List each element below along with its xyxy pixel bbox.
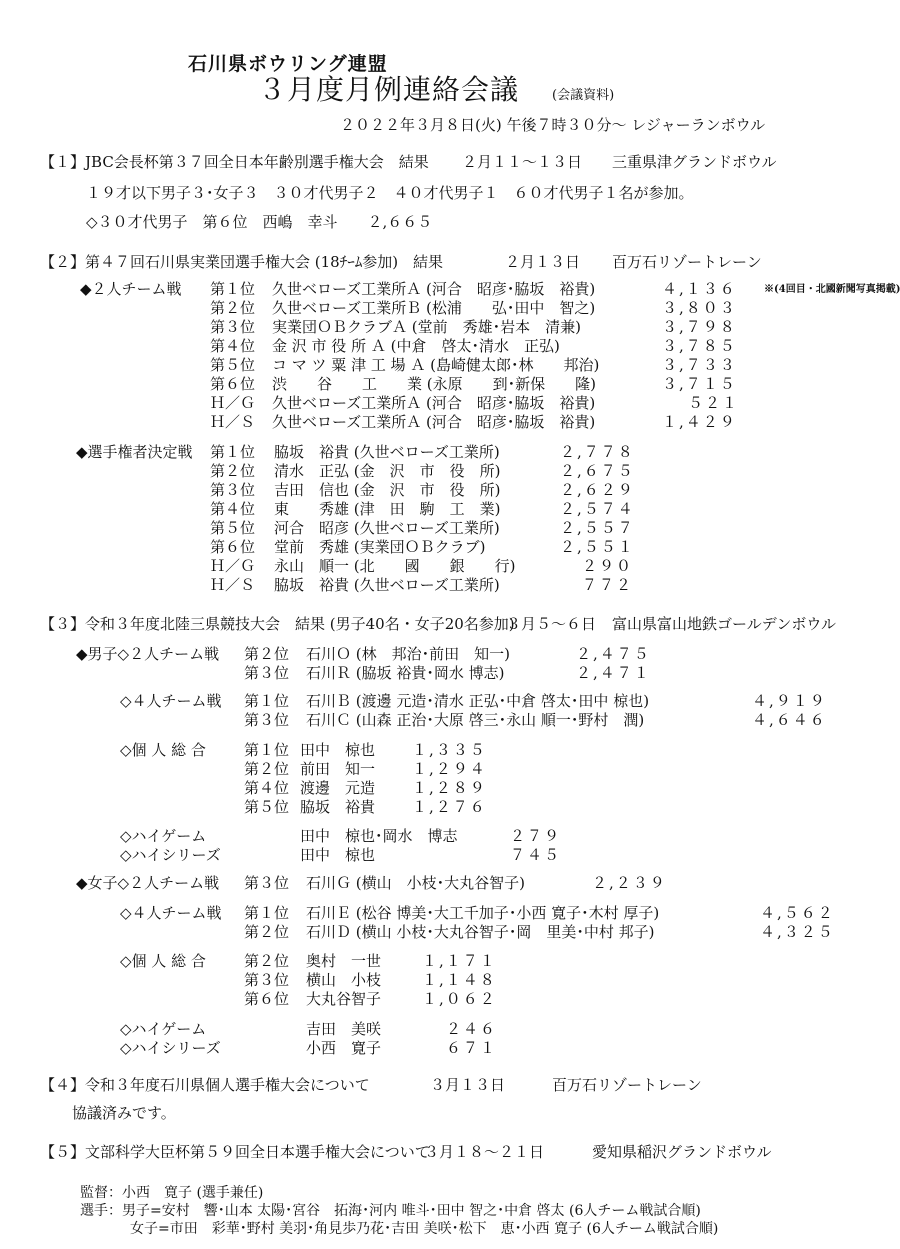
s3-women-ind-name: 大丸谷智子 bbox=[306, 990, 382, 1008]
section1-result: ◇３０才代男子 第６位 西嶋 幸斗 ２,６６５ bbox=[86, 213, 433, 231]
section2-venue: 百万石リゾートレーン bbox=[612, 253, 762, 271]
s2-team-rank: Ｈ／Ｓ bbox=[210, 413, 256, 431]
s2-final-score: ２,５７４ bbox=[560, 500, 635, 518]
s3-men-quad-name: 石川Ｃ (山森 正治･大原 啓三･永山 順一･野村 潤) bbox=[306, 711, 645, 729]
s3-men-quad-rank: 第１位 bbox=[244, 692, 290, 710]
s3-women-duo-rank: 第３位 bbox=[244, 874, 290, 892]
s2-team-name: 久世ベローズ工業所Ａ (河合 昭彦･脇坂 裕貴) bbox=[272, 394, 596, 412]
s2-team-note: ※(4回目・北國新聞写真掲載) bbox=[764, 284, 900, 295]
s2-team-score: ３,７９８ bbox=[662, 318, 737, 336]
s2-team-name: 久世ベローズ工業所Ｂ (松浦 弘･田中 智之) bbox=[272, 299, 596, 317]
s3-men-quad-name: 石川Ｂ (渡邊 元造･清水 正弘･中倉 啓太･田中 椋也) bbox=[306, 692, 650, 710]
s3-women-hg-score: ２４６ bbox=[446, 1020, 498, 1038]
s2-final-rank: 第１位 bbox=[210, 443, 256, 461]
meeting-info: ２０２２年３月８日(火) 午後７時３０分〜 レジャーランボウル bbox=[340, 116, 766, 134]
s3-men-quad-rank: 第３位 bbox=[244, 711, 290, 729]
s3-men-hg-label: ◇ハイゲーム bbox=[120, 827, 207, 845]
s3-women-ind-rank: 第３位 bbox=[244, 971, 290, 989]
s3-women-hs-label: ◇ハイシリーズ bbox=[120, 1039, 221, 1057]
s3-women-duo-label: ◆女子◇２人チーム戦 bbox=[76, 874, 220, 892]
s3-women-ind-name: 横山 小枝 bbox=[306, 971, 382, 989]
s2-final-score: ２,６７５ bbox=[560, 462, 635, 480]
s3-men-ind-label: ◇個 人 総 合 bbox=[120, 741, 206, 759]
s2-team-name: 渋 谷 工 業 (永原 到･新保 隆) bbox=[272, 375, 596, 393]
s2-team-score: ３,７３３ bbox=[662, 356, 737, 374]
s3-men-hs-score: ７４５ bbox=[510, 846, 562, 864]
s3-men-ind-name: 前田 知一 bbox=[300, 760, 376, 778]
s2-final-name: 堂前 秀雄 (実業団ＯＢクラブ) bbox=[274, 538, 486, 556]
s3-women-quad-rank: 第２位 bbox=[244, 923, 290, 941]
section3-date: ３月５〜６日 bbox=[506, 615, 597, 633]
s2-team-rank: 第４位 bbox=[210, 337, 256, 355]
s3-women-quad-score: ４,５６２ bbox=[760, 904, 835, 922]
section3-venue: 富山県富山地鉄ゴールデンボウル bbox=[612, 615, 836, 633]
s2-final-score: ２,５５７ bbox=[560, 519, 635, 537]
s2-final-score: ７７２ bbox=[582, 576, 634, 594]
s3-men-duo-name: 石川Ｏ (林 邦治･前田 知一) bbox=[306, 645, 510, 663]
section1-venue: 三重県津グランドボウル bbox=[612, 153, 777, 171]
section2-date: ２月１３日 bbox=[505, 253, 581, 271]
s2-team-rank: 第３位 bbox=[210, 318, 256, 336]
s3-men-quad-score: ４,６４６ bbox=[752, 711, 827, 729]
s2-team-score: ３,７１５ bbox=[662, 375, 737, 393]
s2-final-name: 河合 昭彦 (久世ベローズ工業所) bbox=[274, 519, 500, 537]
s3-men-quad-label: ◇４人チーム戦 bbox=[120, 692, 222, 710]
s3-men-ind-score: １,２７６ bbox=[412, 798, 487, 816]
s2-final-name: 東 秀雄 (津 田 駒 工 業) bbox=[274, 500, 501, 518]
s2-final-rank: Ｈ／Ｇ bbox=[210, 557, 256, 575]
s2-team-label: ◆２人チーム戦 bbox=[80, 280, 182, 298]
s3-men-ind-rank: 第１位 bbox=[244, 741, 290, 759]
s3-men-duo-rank: 第２位 bbox=[244, 645, 290, 663]
s2-team-score: １,４２９ bbox=[662, 413, 737, 431]
section5-venue: 愛知県稲沢グランドボウル bbox=[592, 1143, 772, 1161]
s2-team-score: ４,１３６ bbox=[662, 280, 737, 298]
section5-players-women: 女子=市田 彩華･野村 美羽･角見歩乃花･吉田 美咲･松下 恵･小西 寛子 (6人チーム戦試合順) bbox=[130, 1221, 719, 1237]
s2-team-name: 久世ベローズ工業所Ａ (河合 昭彦･脇坂 裕貴) bbox=[272, 413, 596, 431]
s2-final-name: 清水 正弘 (金 沢 市 役 所) bbox=[274, 462, 501, 480]
s3-women-quad-name: 石川Ｅ (松谷 博美･大工千加子･小西 寛子･木村 厚子) bbox=[306, 904, 660, 922]
s2-final-name: 吉田 信也 (金 沢 市 役 所) bbox=[274, 481, 501, 499]
s3-men-ind-name: 田中 椋也 bbox=[300, 741, 376, 759]
page-title: ３月度月例連絡会議 bbox=[258, 73, 520, 106]
s2-team-name: コ マ ツ 粟 津 工 場 Ａ (島崎健太郎･林 邦治) bbox=[272, 356, 600, 374]
s3-women-hs-name: 小西 寛子 bbox=[306, 1039, 382, 1057]
section5-players-men: 選手：男子=安村 響･山本 太陽･宮谷 拓海･河内 唯斗･田中 智之･中倉 啓太 (6人チーム戦試合順) bbox=[80, 1203, 701, 1219]
section3-heading: 【３】令和３年度北陸三県競技大会 結果 (男子40名・女子20名参加) bbox=[40, 615, 515, 633]
s3-men-ind-score: １,２８９ bbox=[412, 779, 487, 797]
s2-final-label: ◆選手権者決定戦 bbox=[76, 443, 193, 461]
s3-women-ind-rank: 第６位 bbox=[244, 990, 290, 1008]
s2-final-score: ２,７７８ bbox=[560, 443, 635, 461]
s2-team-score: ５２１ bbox=[688, 394, 740, 412]
section5-heading: 【５】文部科学大臣杯第５９回全日本選手権大会について bbox=[40, 1143, 430, 1161]
s2-final-name: 脇坂 裕貴 (久世ベローズ工業所) bbox=[274, 576, 500, 594]
s2-team-rank: 第６位 bbox=[210, 375, 256, 393]
s3-women-duo-name: 石川Ｇ (横山 小枝･大丸谷智子) bbox=[306, 874, 525, 892]
s3-men-quad-score: ４,９１９ bbox=[752, 692, 827, 710]
s3-men-duo-label: ◆男子◇２人チーム戦 bbox=[76, 645, 220, 663]
section1-heading: 【１】JBC会長杯第３７回全日本年齢別選手権大会 結果 bbox=[40, 153, 429, 171]
s3-women-ind-name: 奥村 一世 bbox=[306, 952, 382, 970]
section5-coach: 監督：小西 寛子 (選手兼任) bbox=[80, 1185, 264, 1201]
s3-men-hg-name: 田中 椋也･岡水 博志 bbox=[300, 827, 458, 845]
s3-women-ind-score: １,０６２ bbox=[422, 990, 497, 1008]
section1-participants: １９才以下男子３･女子３ ３０才代男子２ ４０才代男子１ ６０才代男子１名が参加。 bbox=[86, 184, 694, 202]
s3-men-ind-rank: 第４位 bbox=[244, 779, 290, 797]
s3-women-ind-label: ◇個 人 総 合 bbox=[120, 952, 206, 970]
s3-men-duo-score: ２,４７５ bbox=[576, 645, 651, 663]
s3-men-ind-name: 渡邊 元造 bbox=[300, 779, 376, 797]
s3-women-hg-name: 吉田 美咲 bbox=[306, 1020, 382, 1038]
section2-heading: 【２】第４７回石川県実業団選手権大会 (18ﾁｰﾑ参加) 結果 bbox=[40, 253, 444, 271]
s3-women-ind-score: １,１４８ bbox=[422, 971, 497, 989]
s3-men-ind-name: 脇坂 裕貴 bbox=[300, 798, 376, 816]
section4-venue: 百万石リゾートレーン bbox=[552, 1076, 702, 1094]
s2-final-name: 永山 順一 (北 國 銀 行) bbox=[274, 557, 516, 575]
s3-women-quad-score: ４,３２５ bbox=[760, 923, 835, 941]
s2-team-score: ３,８０３ bbox=[662, 299, 737, 317]
section4-heading: 【４】令和３年度石川県個人選手権大会について bbox=[40, 1076, 370, 1094]
s2-final-rank: 第５位 bbox=[210, 519, 256, 537]
s2-team-rank: Ｈ／Ｇ bbox=[210, 394, 256, 412]
s2-final-score: ２,６２９ bbox=[560, 481, 635, 499]
section4-note: 協議済みです。 bbox=[72, 1104, 176, 1122]
s2-final-rank: 第３位 bbox=[210, 481, 256, 499]
s3-men-hs-label: ◇ハイシリーズ bbox=[120, 846, 221, 864]
s2-final-score: ２,５５１ bbox=[560, 538, 635, 556]
page-subtitle: (会議資料) bbox=[552, 88, 615, 103]
section5-date: ３月１８〜２１日 bbox=[424, 1143, 545, 1161]
s3-women-ind-score: １,１７１ bbox=[422, 952, 497, 970]
s2-team-rank: 第２位 bbox=[210, 299, 256, 317]
s3-women-quad-label: ◇４人チーム戦 bbox=[120, 904, 222, 922]
section4-date: ３月１３日 bbox=[430, 1076, 506, 1094]
s2-final-name: 脇坂 裕貴 (久世ベローズ工業所) bbox=[274, 443, 500, 461]
s2-team-rank: 第１位 bbox=[210, 280, 256, 298]
s3-men-ind-rank: 第５位 bbox=[244, 798, 290, 816]
s2-final-rank: 第２位 bbox=[210, 462, 256, 480]
s3-men-ind-score: １,２９４ bbox=[412, 760, 487, 778]
org-name: 石川県ボウリング連盟 bbox=[188, 53, 388, 75]
s2-team-name: 久世ベローズ工業所Ａ (河合 昭彦･脇坂 裕貴) bbox=[272, 280, 596, 298]
section1-date: ２月１１〜１３日 bbox=[462, 153, 583, 171]
s2-final-score: ２９０ bbox=[582, 557, 634, 575]
s3-men-hs-name: 田中 椋也 bbox=[300, 846, 376, 864]
s3-women-quad-name: 石川Ｄ (横山 小枝･大丸谷智子･岡 里美･中村 邦子) bbox=[306, 923, 655, 941]
s3-women-duo-score: ２,２３９ bbox=[592, 874, 667, 892]
s3-men-duo-score: ２,４７１ bbox=[576, 664, 651, 682]
s3-women-hg-label: ◇ハイゲーム bbox=[120, 1020, 207, 1038]
s3-men-hg-score: ２７９ bbox=[510, 827, 562, 845]
s2-final-rank: 第６位 bbox=[210, 538, 256, 556]
s3-men-ind-rank: 第２位 bbox=[244, 760, 290, 778]
s2-final-rank: Ｈ／Ｓ bbox=[210, 576, 256, 594]
s3-women-ind-rank: 第２位 bbox=[244, 952, 290, 970]
s2-team-score: ３,７８５ bbox=[662, 337, 737, 355]
s3-men-duo-name: 石川Ｒ (脇坂 裕貴･岡水 博志) bbox=[306, 664, 505, 682]
s2-team-name: 金 沢 市 役 所 Ａ (中倉 啓太･清水 正弘) bbox=[272, 337, 560, 355]
s3-women-quad-rank: 第１位 bbox=[244, 904, 290, 922]
s2-final-rank: 第４位 bbox=[210, 500, 256, 518]
s3-women-hs-score: ６７１ bbox=[446, 1039, 498, 1057]
s3-men-duo-rank: 第３位 bbox=[244, 664, 290, 682]
s3-men-ind-score: １,３３５ bbox=[412, 741, 487, 759]
s2-team-name: 実業団ＯＢクラブＡ (堂前 秀雄･岩本 清兼) bbox=[272, 318, 581, 336]
s2-team-rank: 第５位 bbox=[210, 356, 256, 374]
